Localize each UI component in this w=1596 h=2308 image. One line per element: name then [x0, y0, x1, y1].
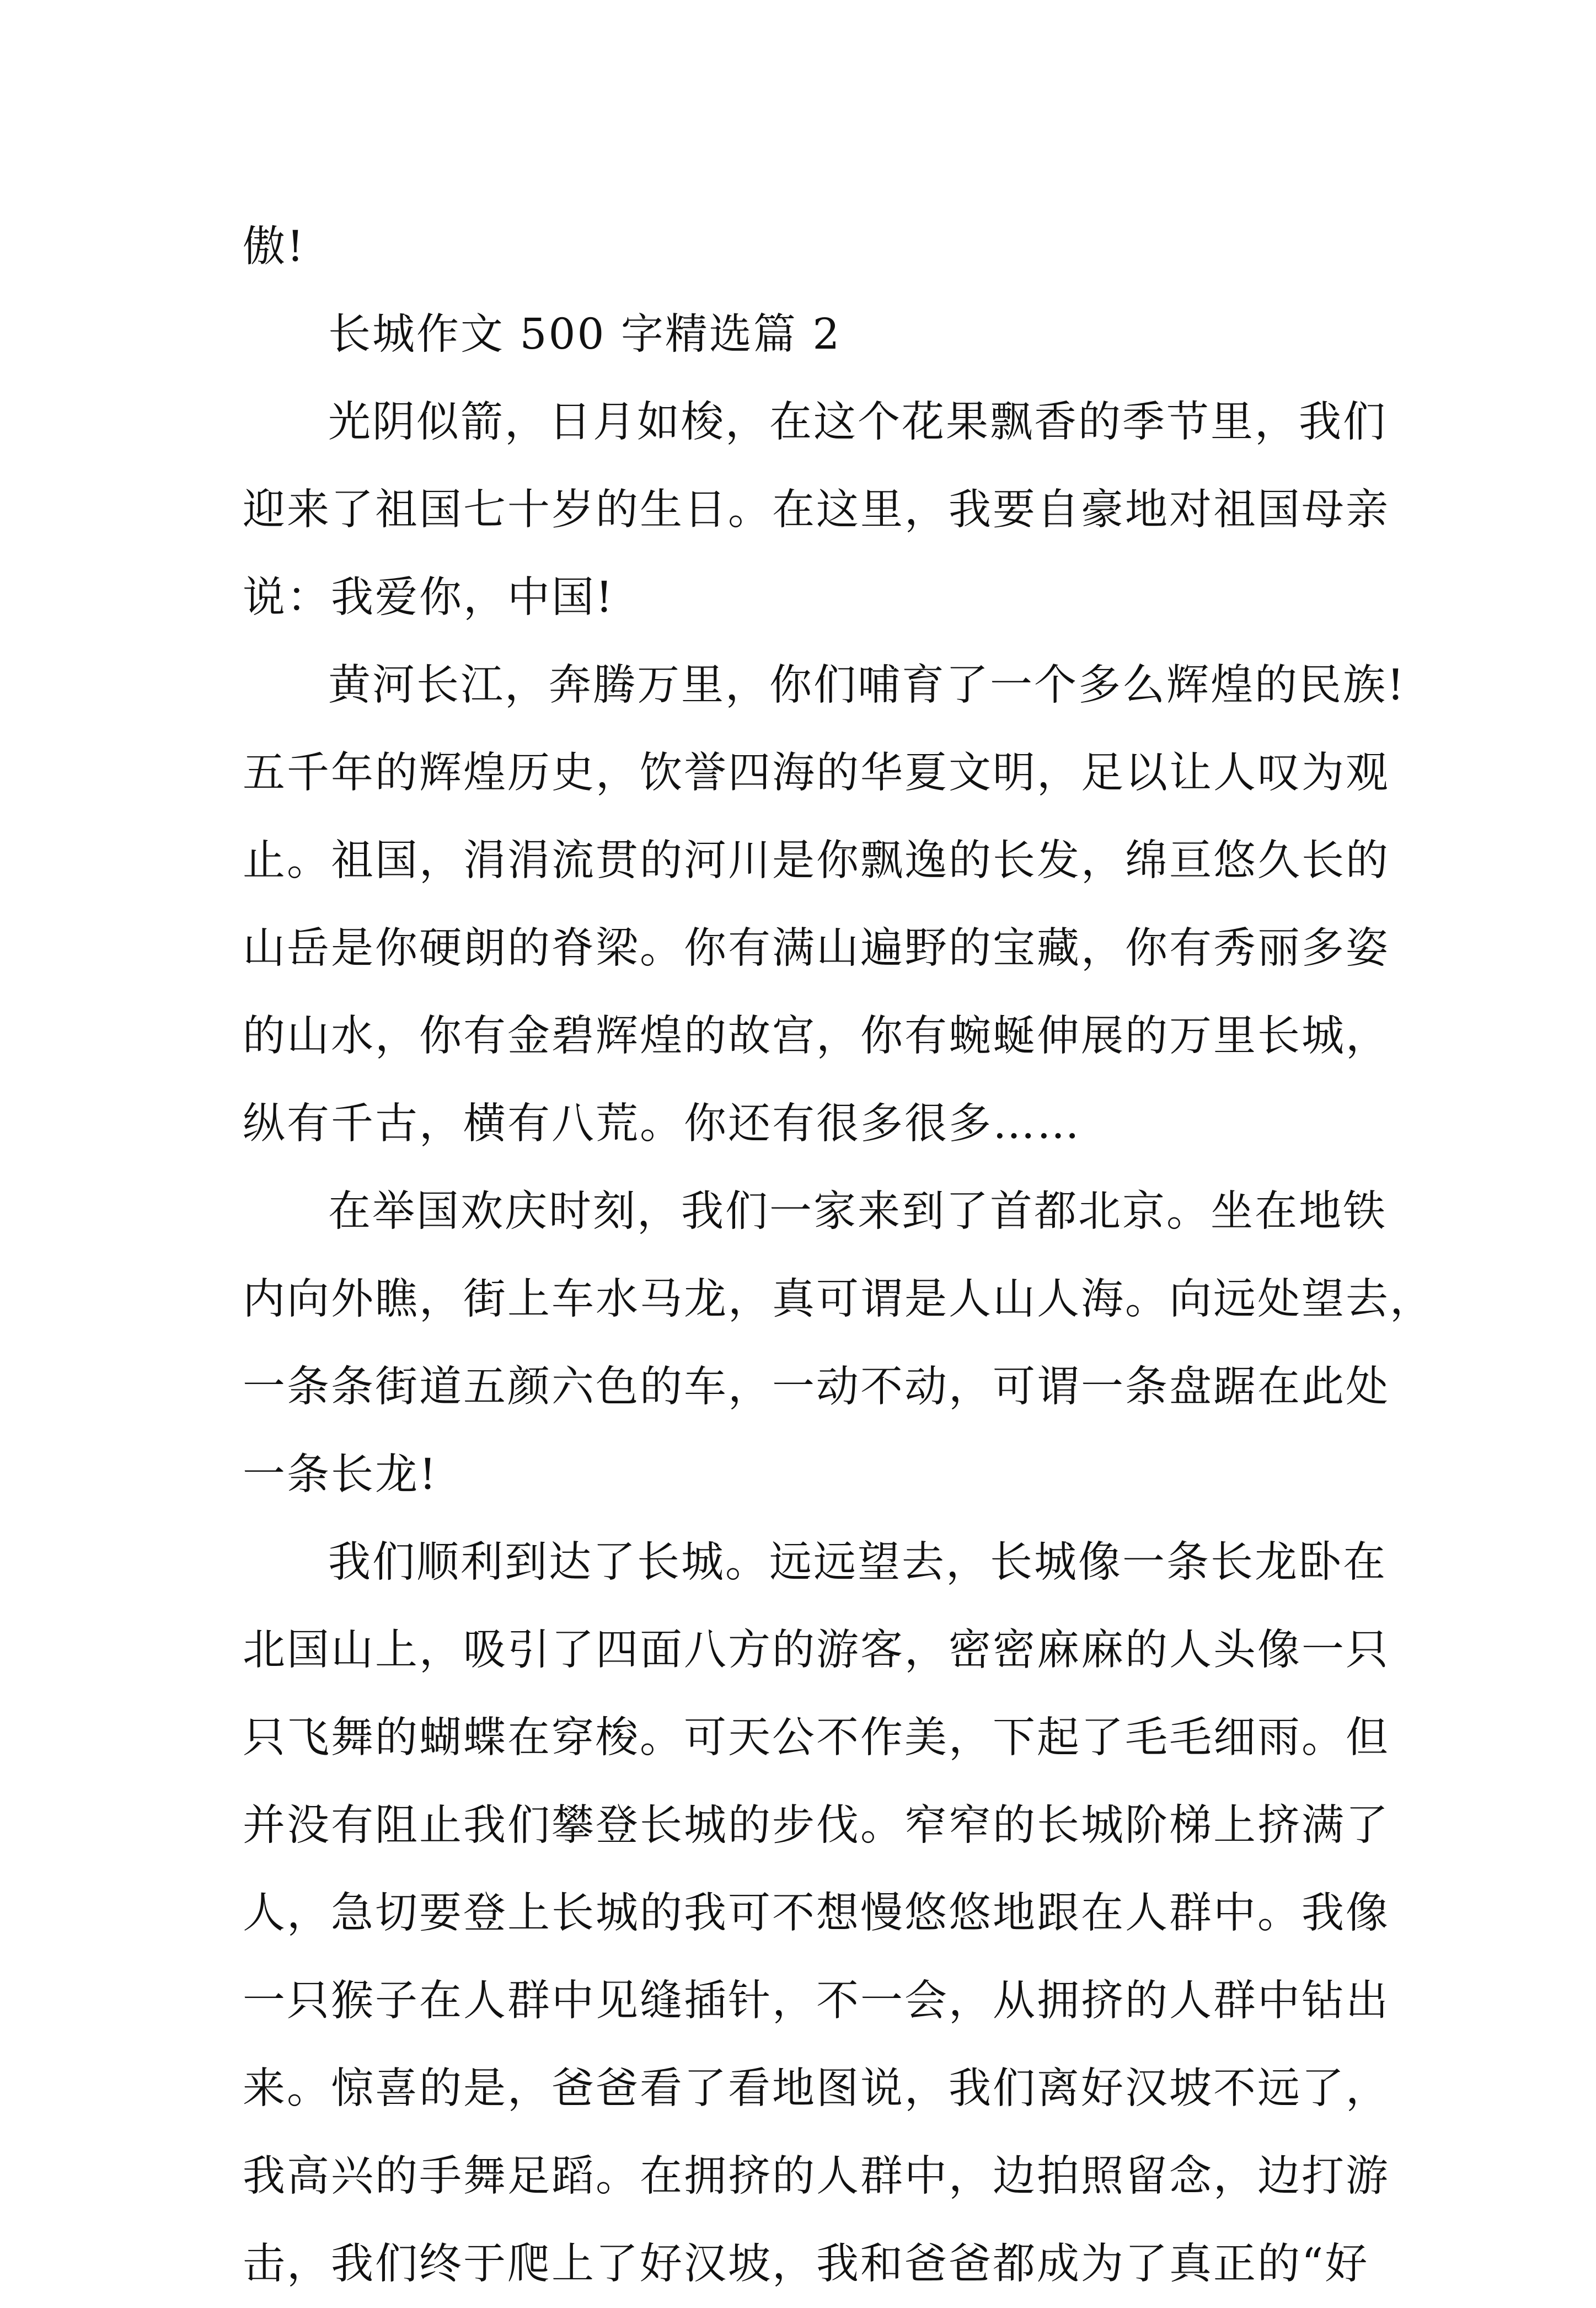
- text-line: 一条长龙!: [243, 1450, 438, 1499]
- text-line: 在举国欢庆时刻，我们一家来到了首都北京。坐在地铁: [328, 1187, 1387, 1236]
- text-line: 内向外瞧，街上车水马龙，真可谓是人山人海。向远处望去，: [243, 1275, 1434, 1324]
- text-line: 山岳是你硬朗的脊梁。你有满山遍野的宝藏，你有秀丽多姿: [243, 924, 1390, 973]
- text-line: 北国山上，吸引了四面八方的游客，密密麻麻的人头像一只: [243, 1626, 1390, 1675]
- text-line: 击，我们终于爬上了好汉坡，我和爸爸都成为了真正的“好: [243, 2240, 1369, 2289]
- text-line: 说：我爱你，中国!: [243, 573, 614, 622]
- text-line: 并没有阻止我们攀登长城的步伐。窄窄的长城阶梯上挤满了: [243, 1801, 1390, 1850]
- essay-body: [243, 203, 1434, 2308]
- text-line: 光阴似箭，日月如梭，在这个花果飘香的季节里，我们: [328, 398, 1387, 447]
- text-line: 一条条街道五颜六色的车，一动不动，可谓一条盘踞在此处: [243, 1363, 1390, 1412]
- text-line: 我高兴的手舞足蹈。在拥挤的人群中，边拍照留念，边打游: [243, 2152, 1390, 2201]
- text-line: 人，急切要登上长城的我可不想慢悠悠地跟在人群中。我像: [243, 1889, 1390, 1938]
- text-line: 五千年的辉煌历史，饮誉四海的华夏文明，足以让人叹为观: [243, 749, 1390, 798]
- text-line: 止。祖国，涓涓流贯的河川是你飘逸的长发，绵亘悠久长的: [243, 836, 1390, 885]
- text-line: 黄河长江，奔腾万里，你们哺育了一个多么辉煌的民族!: [328, 661, 1406, 710]
- text-line: 傲!: [243, 222, 306, 271]
- text-line: 一只猴子在人群中见缝插针，不一会，从拥挤的人群中钻出: [243, 1976, 1390, 2026]
- text-line: 只飞舞的蝴蝶在穿梭。可天公不作美，下起了毛毛细雨。但: [243, 1713, 1390, 1762]
- text-line: 的山水，你有金碧辉煌的故宫，你有蜿蜒伸展的万里长城，: [243, 1012, 1390, 1061]
- text-line: 长城作文 500 字精选篇 2: [328, 310, 842, 359]
- text-line: 来。惊喜的是，爸爸看了看地图说，我们离好汉坡不远了，: [243, 2064, 1390, 2113]
- text-line: 迎来了祖国七十岁的生日。在这里，我要自豪地对祖国母亲: [243, 485, 1390, 535]
- text-line: 纵有千古，横有八荒。你还有很多很多……: [243, 1099, 1081, 1148]
- text-line: 我们顺利到达了长城。远远望去，长城像一条长龙卧在: [328, 1538, 1387, 1587]
